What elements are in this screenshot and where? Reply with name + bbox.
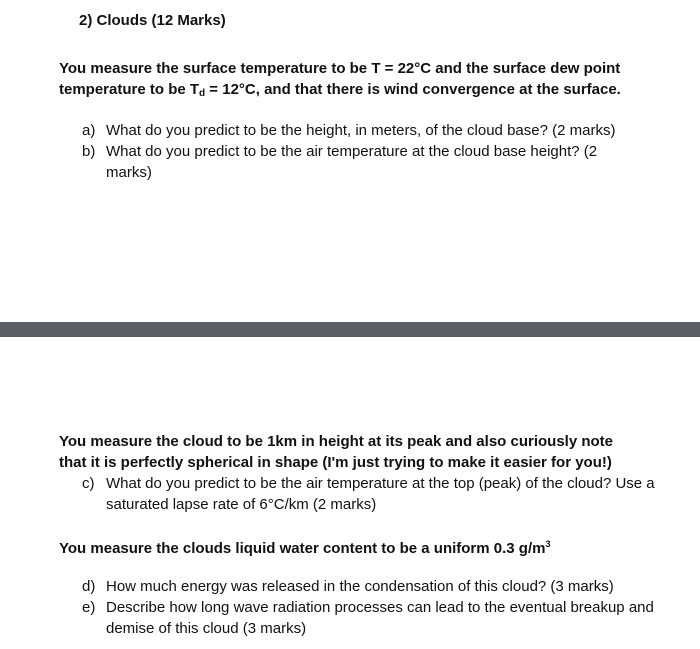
observation-line-1: You measure the cloud to be 1km in height at its peak and also curiously note <box>59 433 614 450</box>
lwc-text: You measure the clouds liquid water content to be a uniform 0.3 g/m <box>59 540 546 557</box>
question-list-1 <box>82 120 652 183</box>
question-text: Describe how long wave radiation processes can lead to the eventual breakup and demise of this cloud (3 marks) <box>106 599 654 637</box>
intro-line-2-post: = 12°C, and that there is wind convergence at the surface. <box>205 81 621 98</box>
observation-line-2: that it is perfectly spherical in shape (I'm just trying to make it easier for you!) <box>59 454 612 471</box>
question-c <box>82 473 672 515</box>
question-e <box>82 597 672 639</box>
page-bottom <box>0 337 700 649</box>
question-d <box>82 576 672 597</box>
question-letter: c) <box>82 475 95 492</box>
question-text: What do you predict to be the air temperature at the top (peak) of the cloud? Use a saturated lapse rate of 6°C/km (2 marks) <box>106 475 655 513</box>
lwc-superscript: 3 <box>545 539 551 549</box>
question-list-2 <box>82 473 672 515</box>
section-heading: 2) Clouds (12 Marks) <box>79 12 226 29</box>
question-a <box>82 120 652 141</box>
question-letter: b) <box>82 143 96 160</box>
observation-paragraph <box>59 431 679 473</box>
question-letter: e) <box>82 599 96 616</box>
question-b <box>82 141 628 183</box>
question-text: What do you predict to be the height, in meters, of the cloud base? (2 marks) <box>106 122 616 139</box>
lwc-paragraph <box>59 534 679 559</box>
intro-line-2-pre: temperature to be T <box>59 81 200 98</box>
dewpoint-subscript: d <box>199 88 206 99</box>
question-letter: d) <box>82 578 96 595</box>
intro-line-1: You measure the surface temperature to be T = 22°C and the surface dew point <box>59 60 621 77</box>
question-list-3 <box>82 576 672 639</box>
question-text: What do you predict to be the air temperature at the cloud base height? (2 marks) <box>106 143 598 181</box>
question-text: How much energy was released in the condensation of this cloud? (3 marks) <box>106 578 614 595</box>
page-top <box>0 0 700 322</box>
page-divider <box>0 322 700 337</box>
intro-paragraph <box>59 58 679 104</box>
question-letter: a) <box>82 122 96 139</box>
